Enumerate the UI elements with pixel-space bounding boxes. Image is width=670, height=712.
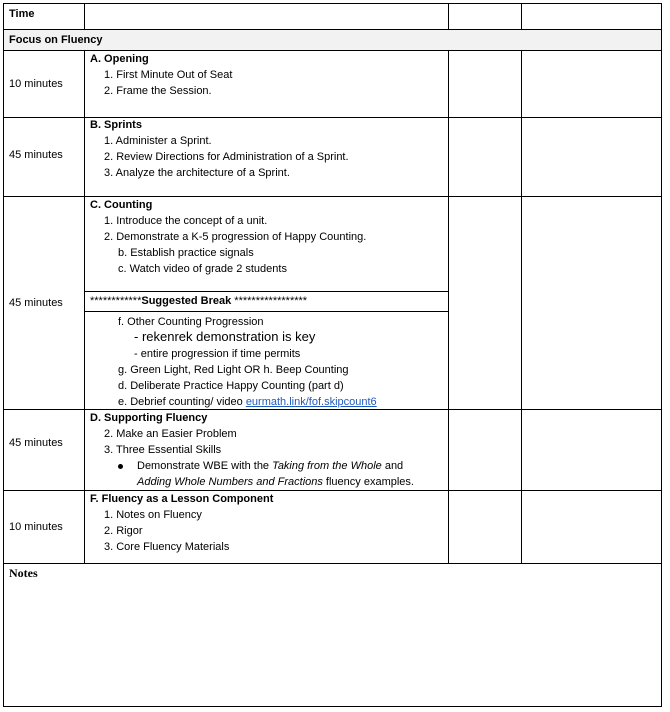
bullet-text: Demonstrate WBE with the: [137, 460, 273, 472]
list-item: f. Other Counting Progression: [118, 316, 264, 328]
border: [3, 3, 662, 4]
bullet-icon: [118, 464, 123, 469]
debrief-text: e. Debrief counting/ video: [118, 396, 246, 408]
border: [448, 50, 449, 564]
list-item: 1. Introduce the concept of a unit.: [104, 215, 268, 227]
time-cell: 45 minutes: [9, 149, 63, 161]
bullet-emphasis: Adding Whole Numbers and Fractions: [137, 476, 323, 488]
time-header: Time: [9, 8, 35, 20]
border: [3, 409, 662, 410]
list-item: 1. Administer a Sprint.: [104, 135, 212, 147]
border: [3, 706, 662, 707]
list-item: [137, 475, 414, 489]
border: [84, 311, 448, 312]
list-item: g. Green Light, Red Light OR h. Beep Counting: [118, 364, 349, 376]
break-label: Suggested Break: [141, 295, 232, 307]
time-cell: 45 minutes: [9, 297, 63, 309]
border: [84, 291, 448, 292]
notes-label: Notes: [9, 566, 38, 580]
border: [3, 196, 662, 197]
block-title: C. Counting: [90, 199, 153, 211]
list-item: 2. Demonstrate a K-5 progression of Happy Counting.: [104, 231, 367, 243]
block-title: A. Opening: [90, 53, 149, 65]
list-item: 2. Make an Easier Problem: [104, 428, 237, 440]
list-item: 1. Notes on Fluency: [104, 509, 202, 521]
block-title: D. Supporting Fluency: [90, 412, 208, 424]
border: [448, 3, 449, 30]
list-item: - rekenrek demonstration is key: [134, 329, 316, 344]
list-item: b. Establish practice signals: [118, 247, 254, 259]
list-item: c. Watch video of grade 2 students: [118, 263, 287, 275]
bullet-text: fluency examples.: [322, 476, 414, 488]
break-stars: *****************: [231, 295, 308, 307]
time-cell: 10 minutes: [9, 521, 63, 533]
list-item: 1. First Minute Out of Seat: [104, 69, 233, 81]
border: [3, 3, 4, 707]
suggested-break: [90, 294, 307, 308]
border: [661, 3, 662, 707]
list-item: [137, 459, 403, 473]
list-item: 2. Rigor: [104, 525, 143, 537]
block-title: F. Fluency as a Lesson Component: [90, 493, 274, 505]
list-item: 2. Review Directions for Administration of a Sprint.: [104, 151, 349, 163]
video-link[interactable]: eurmath.link/fof.skipcount6: [245, 396, 377, 408]
break-stars: ************: [90, 295, 142, 307]
list-item: d. Deliberate Practice Happy Counting (part d): [118, 380, 344, 392]
border: [3, 563, 662, 564]
border: [521, 3, 522, 30]
list-item: 3. Analyze the architecture of a Sprint.: [104, 167, 290, 179]
list-item: [118, 395, 377, 409]
time-cell: 10 minutes: [9, 78, 63, 90]
list-item: 2. Frame the Session.: [104, 85, 212, 97]
border: [3, 50, 662, 51]
block-title: B. Sprints: [90, 119, 142, 131]
border: [3, 490, 662, 491]
bullet-emphasis: Taking from the Whole: [272, 460, 382, 472]
border: [84, 50, 85, 564]
list-item: 3. Three Essential Skills: [104, 444, 222, 456]
list-item: 3. Core Fluency Materials: [104, 541, 230, 553]
border: [521, 50, 522, 564]
section-label: Focus on Fluency: [9, 34, 103, 46]
border: [84, 3, 85, 30]
bullet-text: and: [381, 460, 404, 472]
time-cell: 45 minutes: [9, 437, 63, 449]
list-item: - entire progression if time permits: [134, 348, 301, 360]
